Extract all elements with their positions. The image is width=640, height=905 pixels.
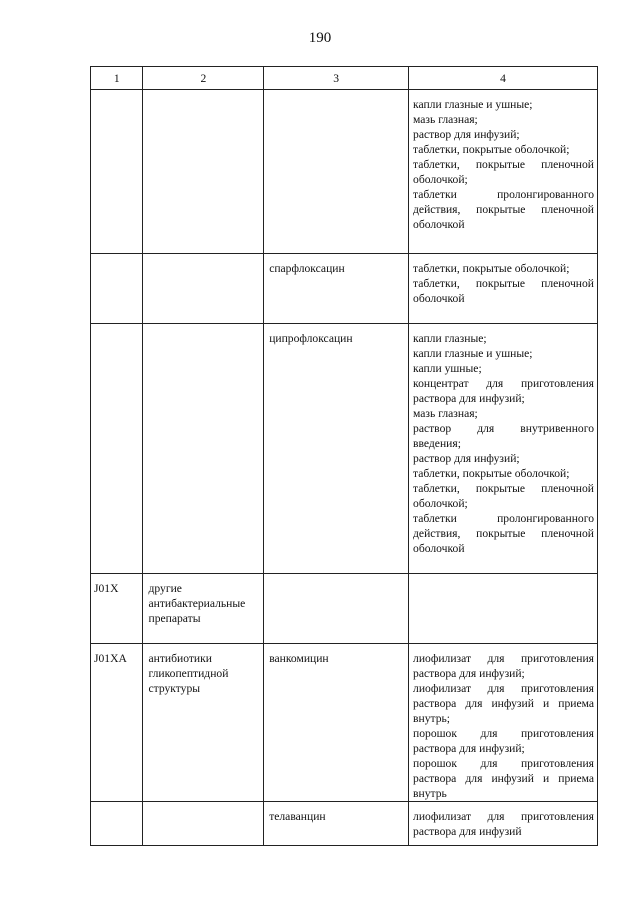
atc-code-cell (91, 324, 143, 574)
atc-code-cell (91, 802, 143, 846)
drug-name-cell (264, 90, 409, 254)
column-header-4: 4 (409, 67, 598, 90)
dosage-forms-cell (409, 324, 598, 574)
table-row (91, 574, 598, 644)
dosage-forms-cell (409, 644, 598, 802)
column-header-3: 3 (264, 67, 409, 90)
pharmacological-group-cell: другие антибактериальные препараты (143, 574, 264, 644)
atc-code-cell (91, 90, 143, 254)
dosage-form-item: таблетки пролонгированного действия, покрытые пленочной оболочкой (413, 188, 594, 231)
dosage-forms-cell (409, 802, 598, 846)
table-row (91, 324, 598, 574)
drug-name-cell: телаванцин (264, 802, 409, 846)
pharmacological-group-cell (143, 254, 264, 324)
dosage-form-item: мазь глазная; (413, 407, 478, 420)
atc-code-cell (91, 254, 143, 324)
pharmacological-group-cell: антибиотики гликопептидной структуры (143, 644, 264, 802)
dosage-form-item: таблетки, покрытые оболочкой; (413, 143, 570, 156)
table-row (91, 254, 598, 324)
table-row (91, 644, 598, 802)
dosage-form-item: капли глазные и ушные; (413, 98, 533, 111)
dosage-forms-cell (409, 90, 598, 254)
dosage-form-item: раствор для инфузий; (413, 452, 520, 465)
drug-name-cell (264, 574, 409, 644)
table-row (91, 802, 598, 846)
drug-name-cell: спарфлоксацин (264, 254, 409, 324)
drug-name-cell: ципрофлоксацин (264, 324, 409, 574)
dosage-form-item: таблетки, покрытые оболочкой; (413, 467, 570, 480)
dosage-form-item: лиофилизат для приготовления раствора для инфузий; (413, 652, 594, 680)
dosage-form-item: таблетки, покрытые пленочной оболочкой; (413, 482, 594, 510)
dosage-form-item: капли глазные и ушные; (413, 347, 533, 360)
dosage-form-item: таблетки, покрытые пленочной оболочкой (413, 277, 594, 305)
page-number: 190 (308, 30, 332, 46)
table-row (91, 90, 598, 254)
dosage-form-item: таблетки пролонгированного действия, покрытые пленочной оболочкой (413, 512, 594, 555)
dosage-forms-cell (409, 574, 598, 644)
drug-name-cell: ванкомицин (264, 644, 409, 802)
medication-table (90, 66, 598, 846)
dosage-form-item: таблетки, покрытые оболочкой; (413, 262, 570, 275)
dosage-form-item: раствор для инфузий; (413, 128, 520, 141)
column-header-2: 2 (143, 67, 264, 90)
table-header-row (91, 67, 598, 90)
dosage-form-item: раствор для внутривенного введения; (413, 422, 594, 450)
dosage-form-item: капли глазные; (413, 332, 487, 345)
dosage-form-item: концентрат для приготовления раствора для инфузий; (413, 377, 594, 405)
dosage-forms-cell (409, 254, 598, 324)
dosage-form-item: мазь глазная; (413, 113, 478, 126)
dosage-form-item: лиофилизат для приготовления раствора для инфузий и приема внутрь; (413, 682, 594, 725)
dosage-form-item: порошок для приготовления раствора для инфузий; (413, 727, 594, 755)
dosage-form-item: капли ушные; (413, 362, 482, 375)
dosage-form-item: порошок для приготовления раствора для инфузий и приема внутрь (413, 757, 594, 800)
column-header-1: 1 (91, 67, 143, 90)
pharmacological-group-cell (143, 324, 264, 574)
pharmacological-group-cell (143, 802, 264, 846)
atc-code-cell: J01X (91, 574, 143, 644)
atc-code-cell: J01XA (91, 644, 143, 802)
dosage-form-item: таблетки, покрытые пленочной оболочкой; (413, 158, 594, 186)
pharmacological-group-cell (143, 90, 264, 254)
table-body (91, 90, 598, 846)
dosage-form-item: лиофилизат для приготовления раствора для инфузий (413, 810, 594, 838)
